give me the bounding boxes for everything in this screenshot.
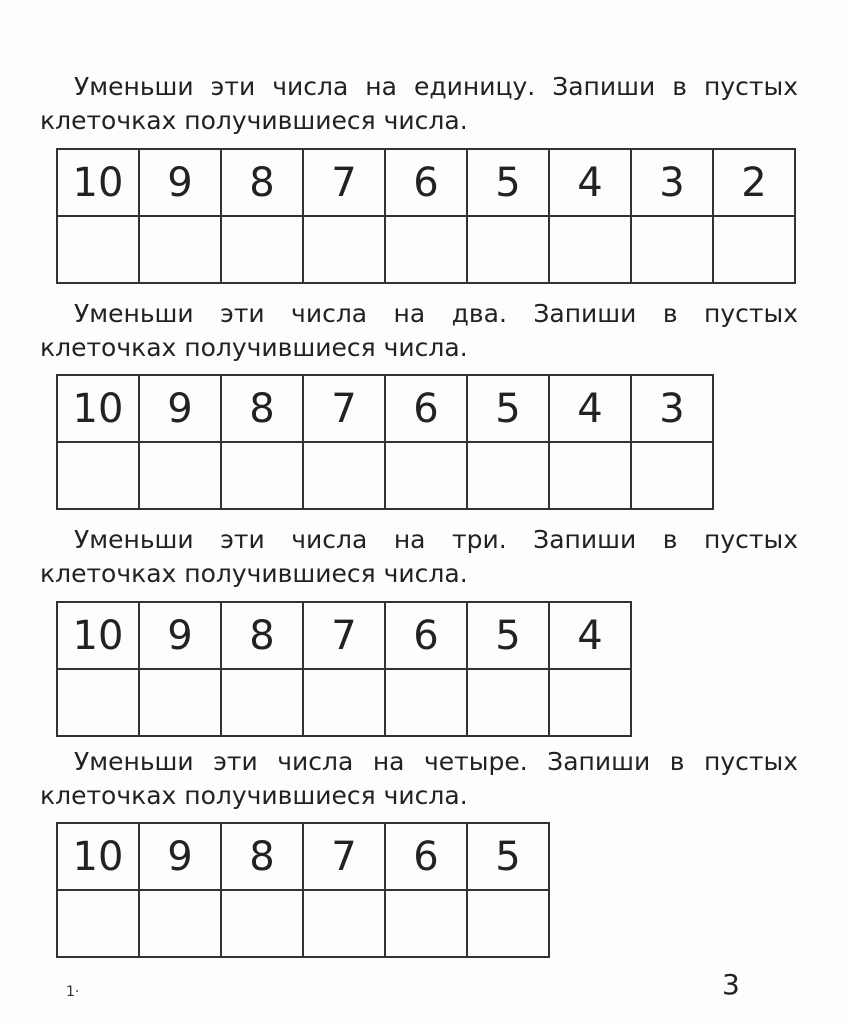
number-grid-3 <box>56 601 632 737</box>
number-cell: 7 <box>303 375 385 442</box>
instruction-3-line-1: Уменьши эти числа на три. Запиши в пустых <box>74 525 798 554</box>
answer-cell[interactable] <box>467 442 549 509</box>
answer-cell[interactable] <box>631 442 713 509</box>
answer-cell[interactable] <box>549 669 631 736</box>
answer-cell[interactable] <box>467 669 549 736</box>
number-cell: 9 <box>139 375 221 442</box>
instruction-4-line-2: клеточках получившиеся числа. <box>40 781 468 810</box>
page-number: 3 <box>722 968 740 1001</box>
number-cell: 8 <box>221 823 303 890</box>
number-cell: 6 <box>385 149 467 216</box>
number-row <box>57 375 713 442</box>
answer-cell[interactable] <box>467 890 549 957</box>
answer-cell[interactable] <box>139 216 221 283</box>
answer-cell[interactable] <box>221 890 303 957</box>
answer-cell[interactable] <box>57 442 139 509</box>
number-cell: 2 <box>713 149 795 216</box>
instruction-1-line-2: клеточках получившиеся числа. <box>40 106 468 135</box>
answer-row <box>57 890 549 957</box>
answer-row <box>57 216 795 283</box>
instruction-2-line-2: клеточках получившиеся числа. <box>40 333 468 362</box>
instruction-2 <box>40 297 798 365</box>
number-cell: 6 <box>385 602 467 669</box>
instruction-4-line-1: Уменьши эти числа на четыре. Запиши в пустых <box>74 747 798 776</box>
number-cell: 8 <box>221 602 303 669</box>
number-grid-4 <box>56 822 550 958</box>
number-cell: 6 <box>385 823 467 890</box>
answer-cell[interactable] <box>139 442 221 509</box>
answer-row <box>57 669 631 736</box>
number-cell: 8 <box>221 149 303 216</box>
number-cell: 9 <box>139 149 221 216</box>
number-row <box>57 602 631 669</box>
answer-cell[interactable] <box>221 216 303 283</box>
instruction-1 <box>40 70 798 138</box>
answer-cell[interactable] <box>385 442 467 509</box>
number-cell: 3 <box>631 149 713 216</box>
number-grid-2 <box>56 374 714 510</box>
number-cell: 5 <box>467 375 549 442</box>
answer-cell[interactable] <box>57 669 139 736</box>
number-cell: 9 <box>139 602 221 669</box>
scan-mark: 1· <box>66 984 80 1000</box>
answer-cell[interactable] <box>385 669 467 736</box>
instruction-4 <box>40 745 798 813</box>
number-grid-1 <box>56 148 796 284</box>
number-cell: 7 <box>303 823 385 890</box>
number-cell: 10 <box>57 375 139 442</box>
number-cell: 5 <box>467 823 549 890</box>
answer-cell[interactable] <box>221 442 303 509</box>
answer-cell[interactable] <box>221 669 303 736</box>
answer-cell[interactable] <box>303 442 385 509</box>
answer-cell[interactable] <box>631 216 713 283</box>
number-cell: 7 <box>303 602 385 669</box>
answer-cell[interactable] <box>549 442 631 509</box>
number-cell: 3 <box>631 375 713 442</box>
answer-cell[interactable] <box>139 669 221 736</box>
answer-cell[interactable] <box>385 890 467 957</box>
number-cell: 9 <box>139 823 221 890</box>
instruction-3 <box>40 523 798 591</box>
number-cell: 5 <box>467 149 549 216</box>
answer-cell[interactable] <box>467 216 549 283</box>
instruction-3-line-2: клеточках получившиеся числа. <box>40 559 468 588</box>
answer-cell[interactable] <box>549 216 631 283</box>
number-cell: 10 <box>57 149 139 216</box>
answer-cell[interactable] <box>303 890 385 957</box>
number-cell: 10 <box>57 602 139 669</box>
number-cell: 7 <box>303 149 385 216</box>
number-cell: 6 <box>385 375 467 442</box>
answer-cell[interactable] <box>385 216 467 283</box>
instruction-2-line-1: Уменьши эти числа на два. Запиши в пустых <box>74 299 798 328</box>
number-cell: 4 <box>549 375 631 442</box>
number-row <box>57 823 549 890</box>
number-row <box>57 149 795 216</box>
answer-cell[interactable] <box>139 890 221 957</box>
number-cell: 5 <box>467 602 549 669</box>
number-cell: 4 <box>549 602 631 669</box>
instruction-1-line-1: Уменьши эти числа на единицу. Запиши в пустых <box>74 72 798 101</box>
answer-row <box>57 442 713 509</box>
answer-cell[interactable] <box>303 216 385 283</box>
answer-cell[interactable] <box>57 216 139 283</box>
answer-cell[interactable] <box>57 890 139 957</box>
number-cell: 4 <box>549 149 631 216</box>
answer-cell[interactable] <box>303 669 385 736</box>
number-cell: 10 <box>57 823 139 890</box>
number-cell: 8 <box>221 375 303 442</box>
answer-cell[interactable] <box>713 216 795 283</box>
